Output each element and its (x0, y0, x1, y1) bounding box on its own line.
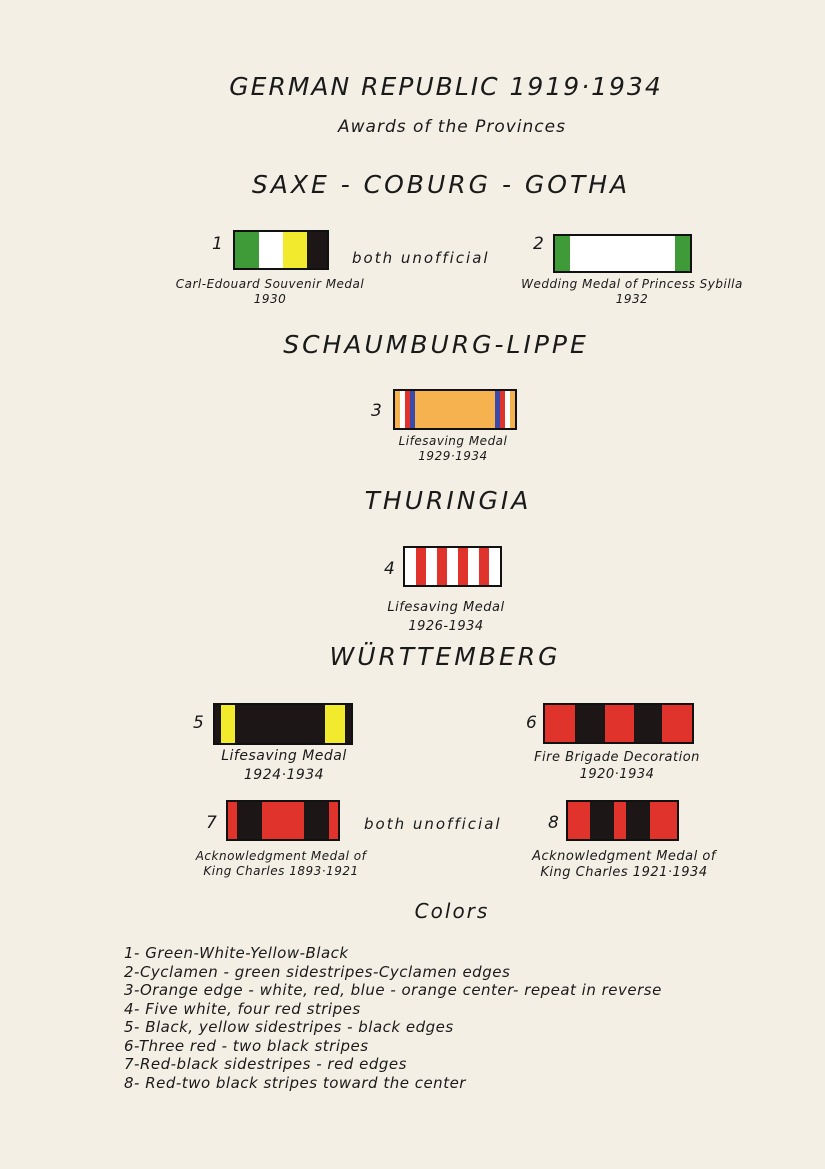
stripe-white (468, 548, 479, 585)
stripe-green (675, 236, 690, 271)
ribbon-number-4: 4 (384, 559, 396, 579)
stripe-black (590, 802, 614, 839)
stripe-black (307, 232, 327, 268)
ribbon-4 (403, 546, 502, 587)
stripe-red (329, 802, 338, 839)
ribbon-1-caption (176, 277, 364, 307)
stripe-black (345, 705, 351, 743)
ribbon-2-caption-line2: 1932 (615, 292, 649, 306)
ribbon-number-1: 1 (212, 234, 224, 254)
stripe-red-center (262, 802, 304, 839)
ribbon-number-5: 5 (193, 713, 205, 733)
ribbon-6-caption (534, 749, 700, 783)
section-title-schaumburg-lippe: SCHAUMBURG-LIPPE (283, 330, 589, 359)
ribbon-8-caption-line2: King Charles 1921·1934 (540, 865, 708, 880)
unofficial-note-2: both unofficial (364, 815, 502, 833)
ribbon-5-caption (221, 747, 347, 785)
stripe-red (458, 548, 468, 585)
ribbon-5-caption-line1: Lifesaving Medal (221, 748, 347, 764)
ribbon-4-caption-line1: Lifesaving Medal (387, 600, 505, 615)
legend-item: 3-Orange edge - white, red, blue - orange center- repeat in reverse (124, 981, 662, 999)
stripe-green (555, 236, 570, 271)
ribbon-2-caption (521, 277, 743, 307)
ribbon-3-caption-line1: Lifesaving Medal (398, 434, 508, 448)
stripe-orange-center (415, 391, 495, 428)
stripe-red (416, 548, 426, 585)
stripe-black (626, 802, 650, 839)
stripe-red-center (614, 802, 626, 839)
ribbon-number-8: 8 (548, 813, 560, 833)
ribbon-6-caption-line1: Fire Brigade Decoration (534, 750, 700, 765)
stripe-white (489, 548, 500, 585)
ribbon-2 (553, 234, 692, 273)
section-title-wurttemberg: WÜRTTEMBERG (329, 642, 561, 671)
ribbon-number-6: 6 (526, 713, 538, 733)
stripe-black (634, 705, 662, 742)
stripe-red (545, 705, 575, 742)
stripe-black (237, 802, 262, 839)
stripe-red (568, 802, 590, 839)
ribbon-number-2: 2 (533, 234, 545, 254)
stripe-white (259, 232, 283, 268)
stripe-black-center (235, 705, 325, 743)
stripe-cyclamen-center (570, 236, 675, 271)
legend-item: 8- Red-two black stripes toward the center (124, 1073, 466, 1092)
ribbon-number-7: 7 (206, 813, 218, 833)
ribbon-5-caption-line2: 1924·1934 (243, 767, 325, 783)
ribbon-4-caption (387, 598, 504, 636)
stripe-red (437, 548, 447, 585)
section-title-thuringia: THURINGIA (364, 486, 532, 515)
ribbon-3 (393, 389, 517, 430)
stripe-yellow (325, 705, 345, 743)
ribbon-6-caption-line2: 1920·1934 (579, 767, 655, 782)
stripe-red (228, 802, 237, 839)
ribbon-7-caption (196, 849, 367, 879)
ribbon-3-caption (399, 434, 508, 464)
page-title: GERMAN REPUBLIC 1919·1934 (229, 72, 663, 101)
ribbon-7-caption-line1: Acknowledgment Medal of (195, 849, 367, 863)
stripe-white (447, 548, 458, 585)
ribbon-1-caption-line2: 1930 (253, 292, 287, 306)
ribbon-7-caption-line2: King Charles 1893·1921 (203, 864, 359, 878)
stripe-red (662, 705, 692, 742)
ribbon-4-caption-line2: 1926-1934 (408, 619, 484, 634)
legend-item: 5- Black, yellow sidestripes - black edges (124, 1018, 454, 1036)
section-title-saxe-coburg-gotha: SAXE - COBURG - GOTHA (251, 170, 631, 199)
stripe-red (605, 705, 634, 742)
ribbon-7 (226, 800, 340, 841)
ribbon-2-caption-line1: Wedding Medal of Princess Sybilla (521, 277, 743, 291)
page-subtitle: Awards of the Provinces (338, 117, 566, 137)
ribbon-3-caption-line2: 1929·1934 (418, 449, 488, 463)
ribbon-number-3: 3 (371, 401, 383, 421)
ribbon-6 (543, 703, 694, 744)
legend-item: 6-Three red - two black stripes (124, 1036, 369, 1055)
stripe-red (650, 802, 677, 839)
stripe-black (575, 705, 605, 742)
ribbon-8 (566, 800, 679, 841)
legend-item: 7-Red-black sidestripes - red edges (124, 1055, 407, 1073)
ribbon-1-caption-line1: Carl-Edouard Souvenir Medal (175, 277, 365, 291)
colors-heading: Colors (414, 899, 490, 923)
stripe-green (235, 232, 259, 268)
stripe-orange (510, 391, 515, 428)
stripe-black (304, 802, 329, 839)
ribbon-1 (233, 230, 329, 270)
stripe-yellow (283, 232, 307, 268)
stripe-white (405, 548, 416, 585)
ribbon-5 (213, 703, 353, 745)
legend-item: 1- Green-White-Yellow-Black (124, 944, 349, 962)
colors-legend (124, 944, 662, 1092)
ribbon-8-caption-line1: Acknowledgment Medal of (532, 849, 716, 864)
stripe-red (479, 548, 489, 585)
unofficial-note-1: both unofficial (352, 249, 490, 267)
legend-item: 2-Cyclamen - green sidestripes-Cyclamen edges (124, 962, 511, 981)
stripe-yellow (221, 705, 235, 743)
stripe-white (426, 548, 437, 585)
legend-item: 4- Five white, four red stripes (124, 999, 361, 1018)
ribbon-8-caption (532, 849, 716, 881)
